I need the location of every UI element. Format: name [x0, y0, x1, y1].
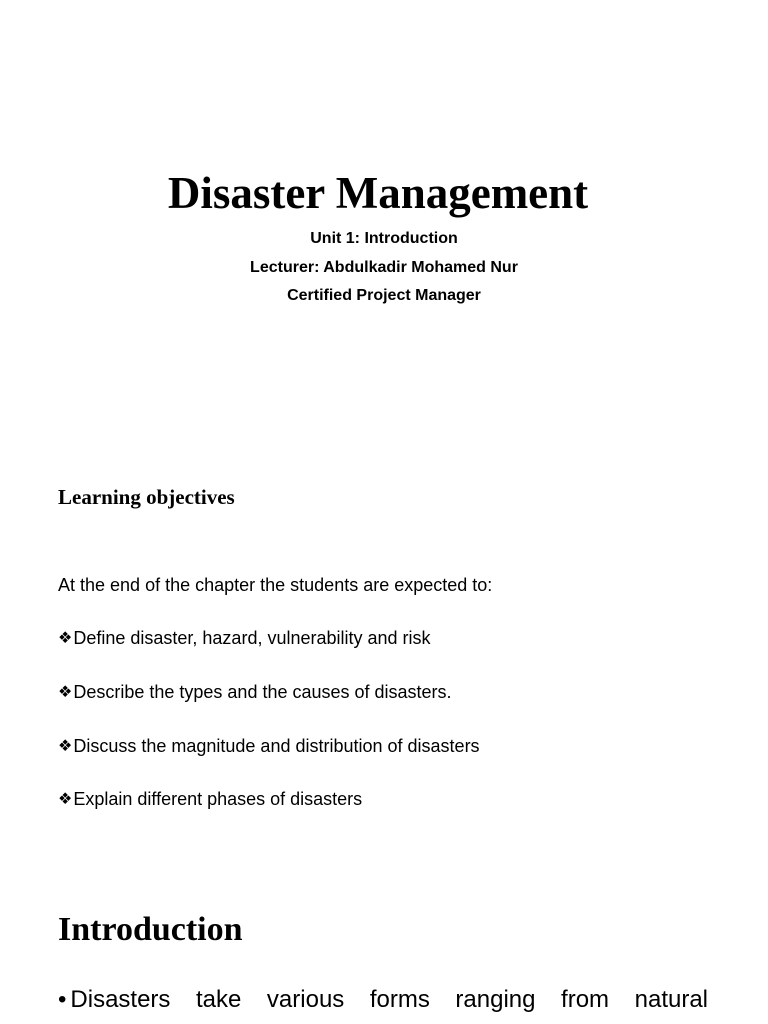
- objective-item: [58, 680, 452, 704]
- lecturer-line: Lecturer: Abdulkadir Mohamed Nur: [250, 259, 518, 276]
- diamond-bullet-icon: ❖: [58, 628, 73, 647]
- introduction-heading: Introduction: [58, 911, 243, 948]
- learning-objectives-heading: Learning objectives: [58, 485, 235, 509]
- objective-item: [58, 626, 431, 650]
- document-title: Disaster Management: [167, 168, 589, 218]
- objective-item: [58, 734, 480, 758]
- introduction-text: Disasters take various forms ranging from natural: [70, 986, 708, 1013]
- diamond-bullet-icon: ❖: [58, 682, 73, 701]
- objective-text: Describe the types and the causes of disasters.: [73, 682, 452, 702]
- objectives-intro-text: At the end of the chapter the students are expected to:: [58, 575, 493, 595]
- diamond-bullet-icon: ❖: [58, 789, 73, 808]
- objective-text: Explain different phases of disasters: [73, 789, 363, 809]
- unit-subtitle: Unit 1: Introduction: [310, 230, 458, 247]
- diamond-bullet-icon: ❖: [58, 736, 73, 755]
- credential-line: Certified Project Manager: [287, 287, 481, 304]
- bullet-dot-icon: •: [58, 986, 67, 1013]
- objective-text: Define disaster, hazard, vulnerability and risk: [73, 628, 431, 648]
- objective-text: Discuss the magnitude and distribution of disasters: [73, 736, 480, 756]
- objective-item: [58, 787, 362, 811]
- introduction-paragraph: [58, 984, 708, 1016]
